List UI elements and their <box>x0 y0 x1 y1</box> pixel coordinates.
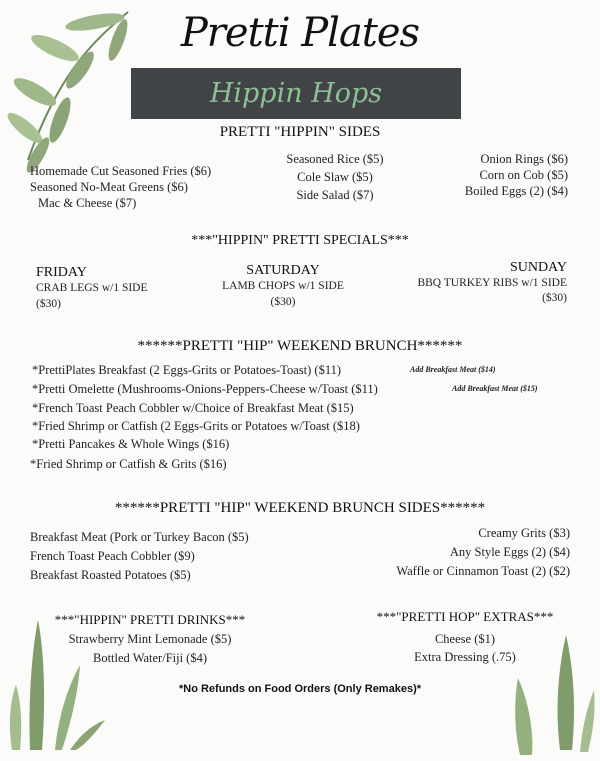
brunch-side-item: Any Style Eggs (2) ($4) <box>449 545 570 559</box>
banner-subtitle: Hippin Hops <box>209 78 383 109</box>
side-item: Corn on Cob ($5) <box>479 168 568 182</box>
brunch-item: *Fried Shrimp or Catfish (2 Eggs-Grits or Potatoes w/Toast ($18) <box>32 419 360 433</box>
drink-item: Bottled Water/Fiji ($4) <box>92 651 208 665</box>
sides-heading: PRETTI "HIPPIN" SIDES <box>219 124 381 140</box>
brunch-item: *Pretti Pancakes & Whole Wings ($16) <box>32 437 230 451</box>
special-item: LAMB CHOPS w/1 SIDE <box>222 280 344 292</box>
brunch-note: Add Breakfast Meat ($14) <box>410 365 496 374</box>
brunch-note: Add Breakfast Meat ($15) <box>452 384 538 393</box>
side-item: Homemade Cut Seasoned Fries ($6) <box>30 164 212 178</box>
special-day-saturday: SATURDAY <box>246 263 320 278</box>
brunch-side-item: Breakfast Roasted Potatoes ($5) <box>30 568 191 582</box>
side-item: Seasoned Rice ($5) <box>286 152 384 166</box>
restaurant-title: Pretti Plates <box>180 10 420 56</box>
extra-item: Extra Dressing (.75) <box>414 650 516 664</box>
drink-item: Strawberry Mint Lemonade ($5) <box>68 632 232 646</box>
extras-heading: ***"PRETTI HOP" EXTRAS*** <box>376 609 554 624</box>
special-item: BBQ TURKEY RIBS w/1 SIDE <box>417 277 567 289</box>
specials-heading: ***"HIPPIN" PRETTI SPECIALS*** <box>191 233 409 248</box>
brunch-item: *PrettiPlates Breakfast (2 Eggs-Grits or Potatoes-Toast) ($11) <box>32 363 342 377</box>
side-item: Mac & Cheese ($7) <box>38 196 137 210</box>
brunch-side-item: Creamy Grits ($3) <box>478 526 570 540</box>
brunch-item: *Fried Shrimp or Catfish & Grits ($16) <box>30 457 227 471</box>
side-item: Cole Slaw ($5) <box>297 170 373 184</box>
leaf-branch-icon <box>0 0 140 175</box>
side-item: Boiled Eggs (2) ($4) <box>464 184 568 198</box>
brunch-side-item: Waffle or Cinnamon Toast (2) ($2) <box>396 564 570 578</box>
drinks-heading: ***"HIPPIN" PRETTI DRINKS*** <box>54 612 246 627</box>
extra-item: Cheese ($1) <box>434 632 496 646</box>
brunch-sides-heading: ******PRETTI "HIP" WEEKEND BRUNCH SIDES****** <box>114 500 486 516</box>
special-day-friday: FRIDAY <box>36 265 87 280</box>
special-price: ($30) <box>270 296 296 308</box>
special-price: ($30) <box>542 292 567 304</box>
side-item: Side Salad ($7) <box>296 188 374 202</box>
brunch-heading: ******PRETTI "HIP" WEEKEND BRUNCH****** <box>137 338 463 354</box>
brunch-side-item: French Toast Peach Cobbler ($9) <box>30 549 195 563</box>
side-item: Seasoned No-Meat Greens ($6) <box>30 180 188 194</box>
brunch-side-item: Breakfast Meat (Pork or Turkey Bacon ($5) <box>30 530 249 544</box>
special-day-sunday: SUNDAY <box>509 260 567 275</box>
side-item: Onion Rings ($6) <box>480 152 568 166</box>
brunch-item: *Pretti Omelette (Mushrooms-Onions-Peppers-Cheese w/Toast ($11) <box>32 382 378 396</box>
brunch-item: *French Toast Peach Cobbler w/Choice of Breakfast Meat ($15) <box>32 401 354 415</box>
special-price: ($30) <box>36 298 61 310</box>
footer-policy: *No Refunds on Food Orders (Only Remakes)* <box>178 683 422 695</box>
banner <box>131 68 461 119</box>
special-item: CRAB LEGS w/1 SIDE <box>36 282 148 294</box>
